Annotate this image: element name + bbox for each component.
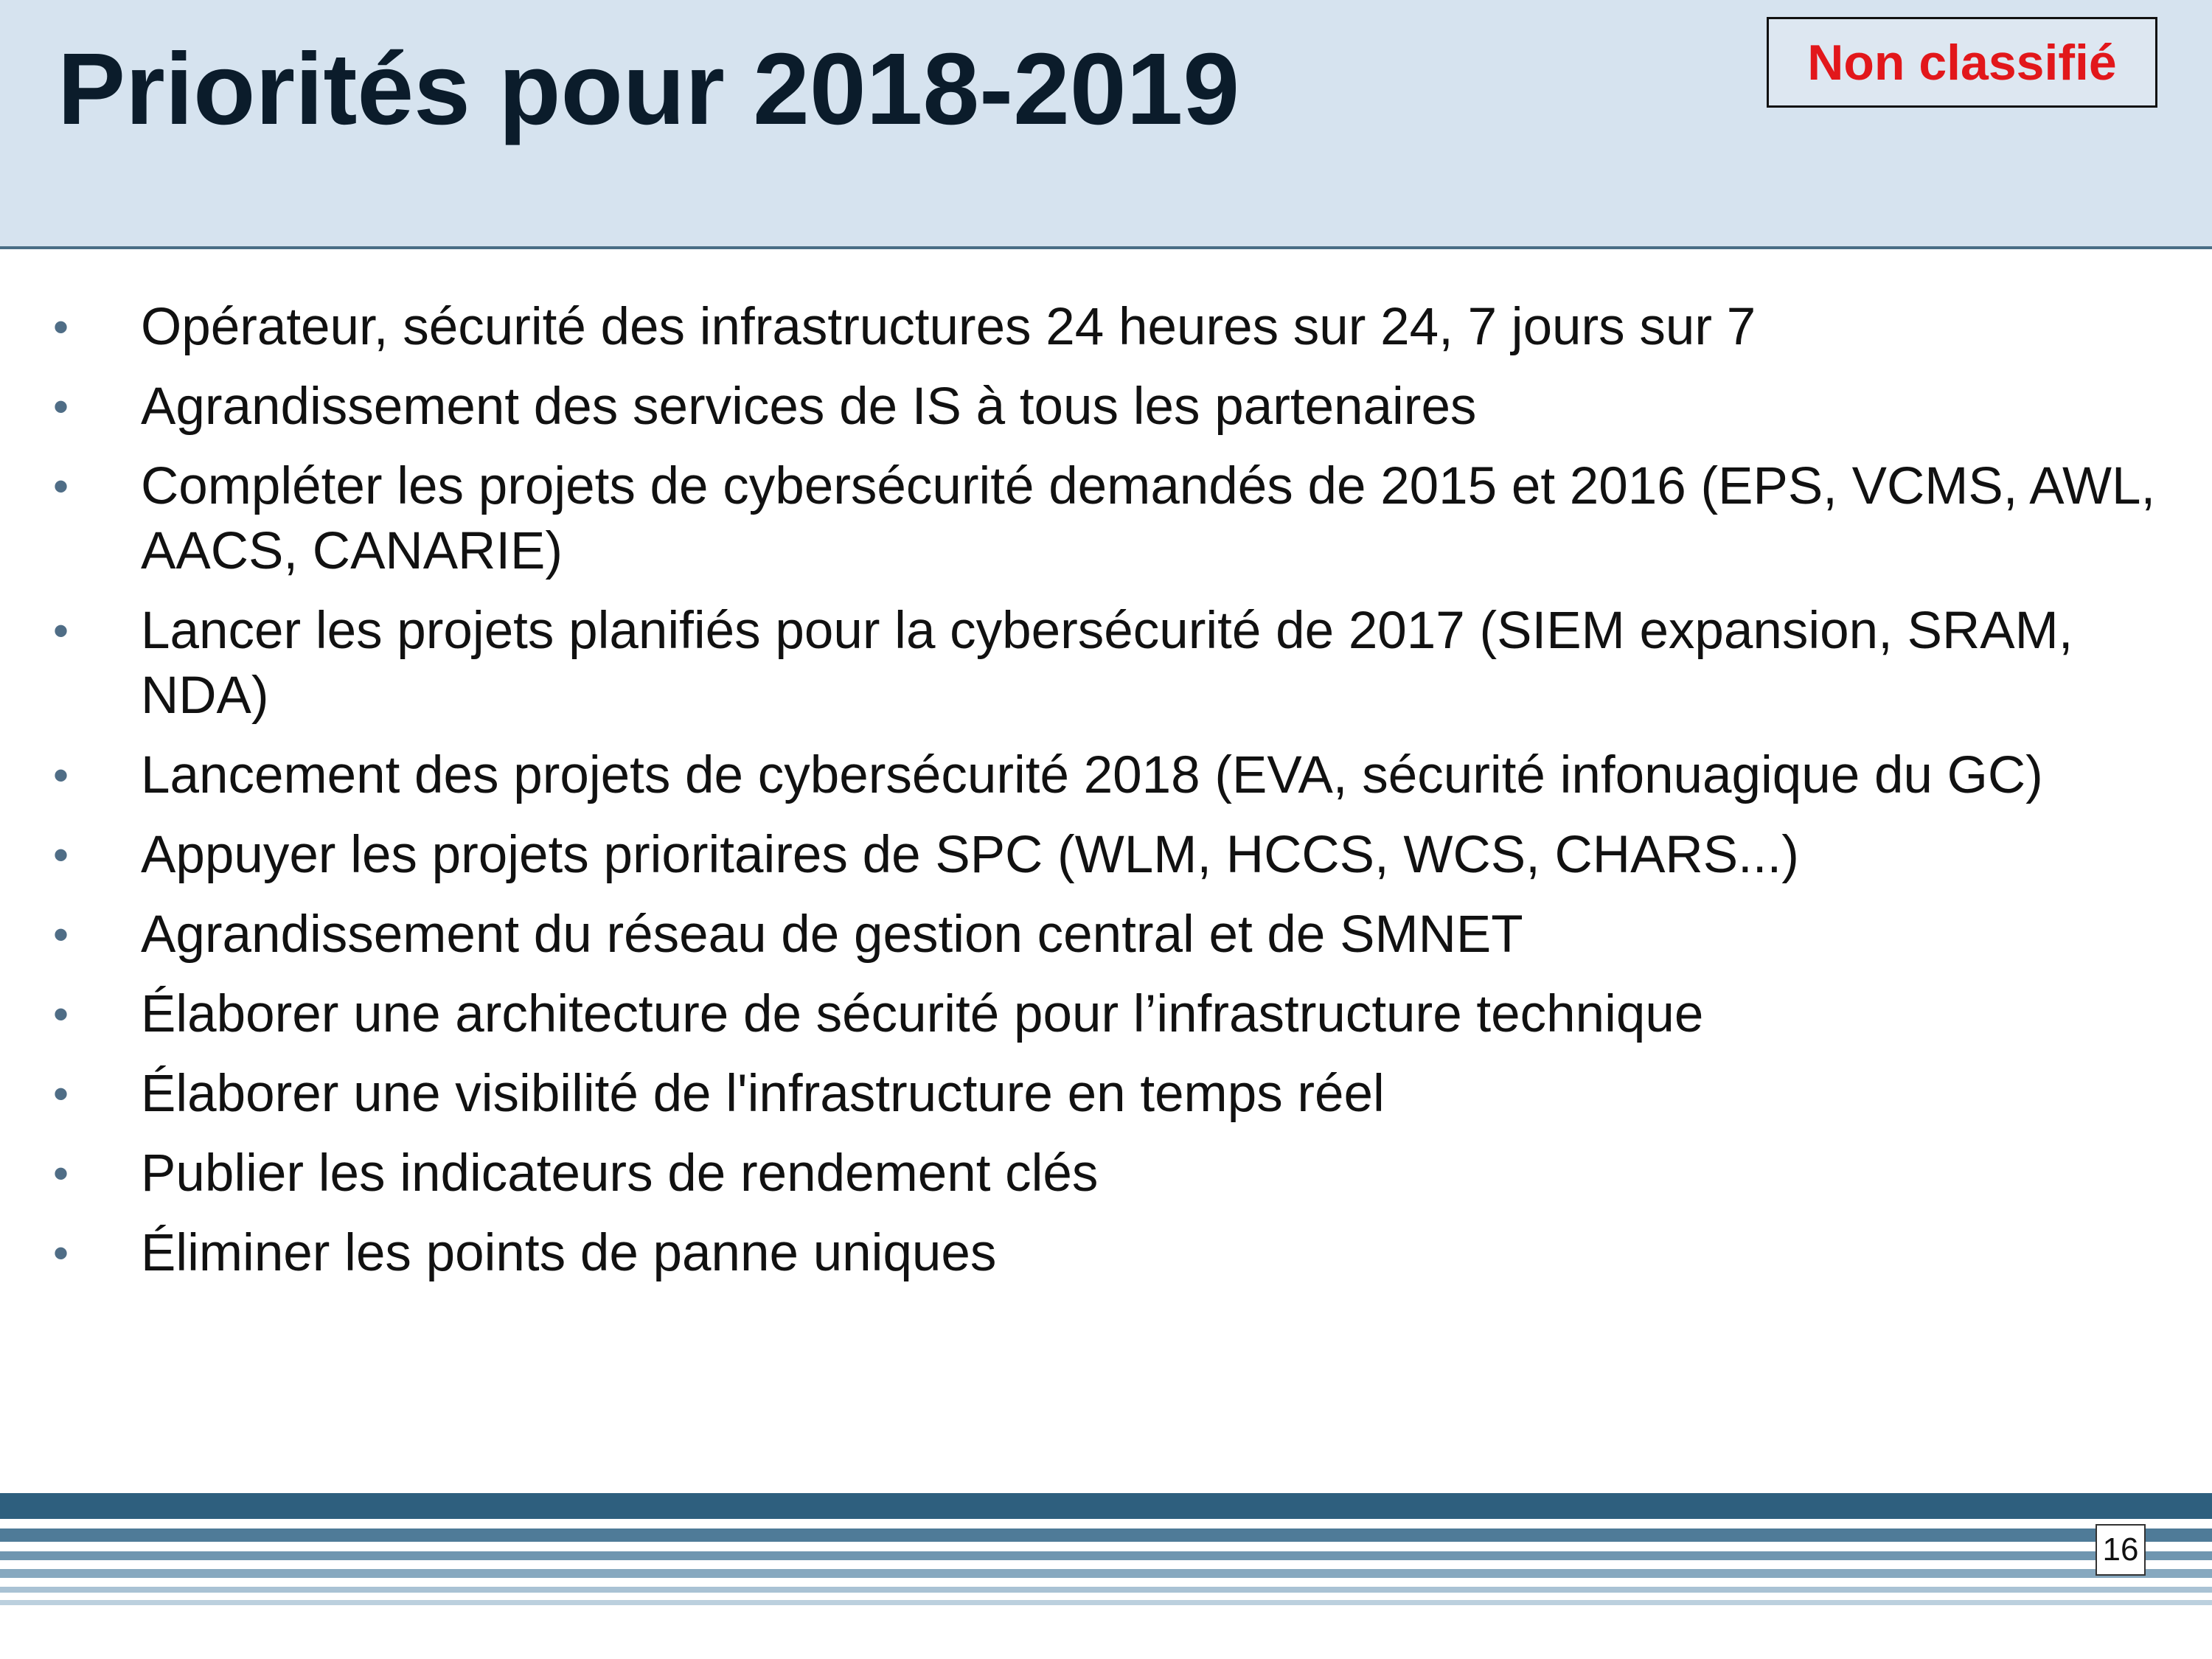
bullet-text: Lancer les projets planifiés pour la cybersécurité de 2017 (SIEM expansion, SRAM, NDA) [141,602,2073,725]
footer-stripes [0,1489,2212,1659]
footer-stripe-2 [0,1528,2212,1542]
bullet-text: Éliminer les points de panne uniques [141,1224,997,1282]
bullet-text: Agrandissement du réseau de gestion central et de SMNET [141,905,1523,964]
footer-stripe-4 [0,1569,2212,1578]
bullet-marker: • [53,751,69,800]
bullet-item [0,454,2212,584]
bullet-item [0,375,2212,439]
bullet-item [0,1141,2212,1206]
bullet-item [0,902,2212,967]
bullet-text: Élaborer une architecture de sécurité pour l’infrastructure technique [141,985,1704,1043]
page-number: 16 [2096,1524,2146,1576]
footer-stripe-6 [0,1600,2212,1605]
bullet-list [0,295,2212,1301]
bullet-marker: • [53,1069,69,1119]
bullet-marker: • [53,990,69,1039]
bullet-item [0,1062,2212,1127]
bullet-text: Opérateur, sécurité des infrastructures 24 heures sur 24, 7 jours sur 7 [141,298,1756,356]
bullet-text: Agrandissement des services de IS à tous les partenaires [141,378,1477,436]
bullet-text: Appuyer les projets prioritaires de SPC (WLM, HCCS, WCS, CHARS...) [141,826,1799,884]
bullet-item [0,982,2212,1047]
bullet-marker: • [53,462,69,511]
bullet-marker: • [53,382,69,431]
footer-stripe-5 [0,1587,2212,1593]
bullet-marker: • [53,1149,69,1198]
footer-stripe-3 [0,1551,2212,1560]
bullet-marker: • [53,910,69,959]
classification-label: Non classifié [1767,17,2157,108]
bullet-text: Élaborer une visibilité de l'infrastructure en temps réel [141,1065,1385,1123]
bullet-marker: • [53,1228,69,1278]
bullet-item [0,823,2212,888]
bullet-text: Compléter les projets de cybersécurité demandés de 2015 et 2016 (EPS, VCMS, AWL, AACS, CANARIE) [141,457,2156,580]
bullet-marker: • [53,830,69,880]
bullet-marker: • [53,606,69,655]
bullet-marker: • [53,302,69,352]
bullet-item [0,599,2212,728]
bullet-text: Publier les indicateurs de rendement clés [141,1144,1099,1203]
bullet-item [0,1221,2212,1286]
slide-title: Priorités pour 2018-2019 [58,32,1240,146]
footer-stripe-1 [0,1493,2212,1519]
bullet-text: Lancement des projets de cybersécurité 2018 (EVA, sécurité infonuagique du GC) [141,746,2043,804]
slide-header [0,0,2212,249]
bullet-item [0,295,2212,360]
bullet-item [0,743,2212,808]
